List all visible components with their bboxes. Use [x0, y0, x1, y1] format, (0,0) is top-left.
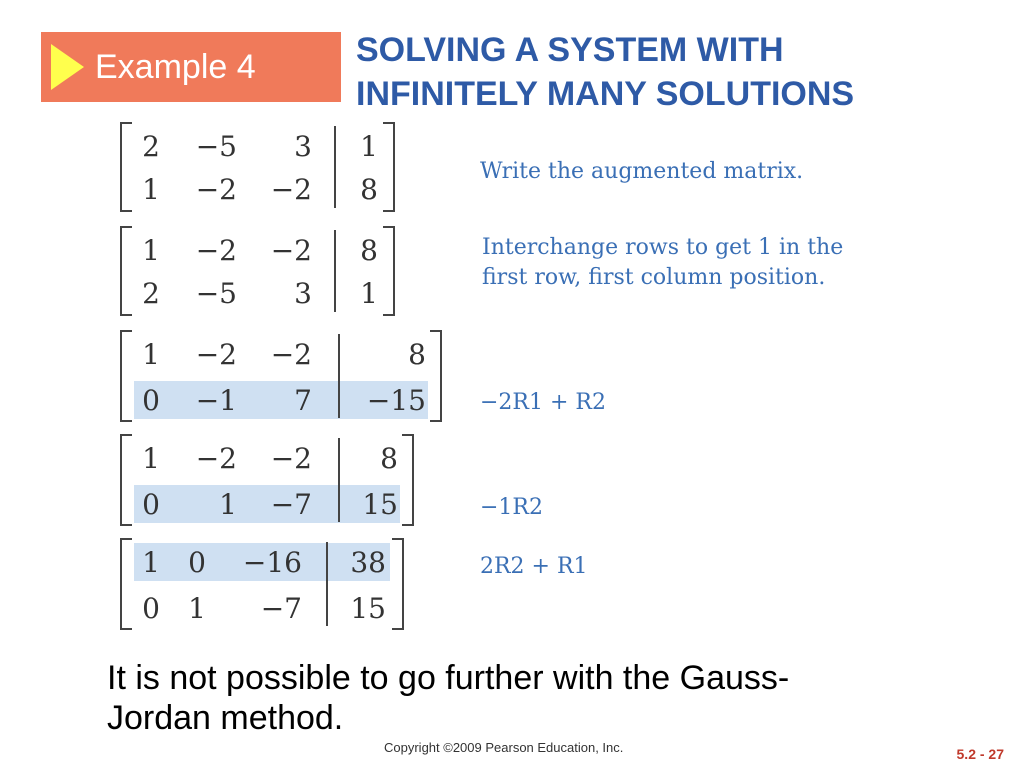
step-text-line: first row, first column position.: [482, 265, 826, 290]
matrix-cell: 1: [142, 546, 160, 579]
matrix-cell: 3: [294, 130, 312, 163]
matrix-row: [120, 274, 395, 314]
matrix-cell: 1: [142, 173, 160, 206]
step-text-line: Interchange rows to get 1 in the: [482, 235, 844, 260]
matrix-cell: −5: [195, 277, 237, 310]
augmented-matrix-1: [120, 122, 395, 212]
step-text-line: −1R2: [480, 495, 543, 520]
matrix-row: [120, 543, 404, 583]
augmented-matrix-4: [120, 434, 414, 526]
step-description-5: [480, 552, 588, 582]
matrix-row: [120, 127, 395, 167]
matrix-cell: 3: [294, 277, 312, 310]
example-label: Example 4: [95, 48, 256, 86]
matrix-cell: −16: [242, 546, 302, 579]
matrix-cell: 8: [408, 338, 426, 371]
matrix-cell: 8: [360, 234, 378, 267]
matrix-cell: 7: [294, 384, 312, 417]
matrix-cell: 0: [142, 488, 160, 521]
matrix-cell: −2: [195, 234, 237, 267]
matrix-cell: 8: [360, 173, 378, 206]
matrix-cell: −2: [195, 173, 237, 206]
matrix-cell: 15: [362, 488, 398, 521]
matrix-cell: 2: [142, 277, 160, 310]
matrix-row: [120, 231, 395, 271]
matrix-cell: −2: [270, 173, 312, 206]
augmented-matrix-2: [120, 226, 395, 316]
matrix-cell: −7: [260, 592, 302, 625]
slide-title-line-1: SOLVING A SYSTEM WITH: [356, 31, 784, 69]
matrix-cell: −2: [270, 442, 312, 475]
matrix-row: [120, 589, 404, 629]
matrix-row: [120, 439, 414, 479]
matrix-cell: 1: [142, 442, 160, 475]
example-label-box: [41, 32, 341, 102]
matrix-row: [120, 170, 395, 210]
step-description-3: [480, 388, 606, 418]
matrix-cell: 8: [380, 442, 398, 475]
step-description-4: [480, 493, 543, 523]
step-description-2: [482, 233, 843, 293]
matrix-cell: −5: [195, 130, 237, 163]
matrix-cell: 0: [142, 384, 160, 417]
step-text-line: −2R1 + R2: [480, 390, 606, 415]
conclusion-line-1: It is not possible to go further with the Gauss-: [107, 659, 790, 697]
matrix-cell: 2: [142, 130, 160, 163]
matrix-cell: −2: [195, 338, 237, 371]
play-arrow-icon: [51, 44, 84, 90]
matrix-cell: 38: [350, 546, 386, 579]
matrix-cell: −1: [195, 384, 237, 417]
step-text-line: Write the augmented matrix.: [480, 159, 804, 184]
conclusion-text: [107, 658, 967, 738]
page-number: 5.2 - 27: [956, 746, 1004, 762]
matrix-cell: 0: [188, 546, 206, 579]
matrix-cell: 1: [219, 488, 237, 521]
slide-title: [356, 28, 996, 116]
matrix-row: [120, 485, 414, 525]
matrix-cell: −15: [366, 384, 426, 417]
matrix-row: [120, 335, 442, 375]
matrix-cell: 1: [142, 234, 160, 267]
matrix-cell: 1: [142, 338, 160, 371]
copyright-notice: Copyright ©2009 Pearson Education, Inc.: [384, 740, 624, 755]
matrix-cell: 15: [350, 592, 386, 625]
matrix-cell: 0: [142, 592, 160, 625]
matrix-cell: −2: [270, 338, 312, 371]
matrix-cell: 1: [188, 592, 206, 625]
matrix-cell: −2: [195, 442, 237, 475]
matrix-cell: 1: [360, 130, 378, 163]
matrix-cell: 1: [360, 277, 378, 310]
conclusion-line-2: Jordan method.: [107, 699, 344, 737]
matrix-cell: −2: [270, 234, 312, 267]
slide-title-line-2: INFINITELY MANY SOLUTIONS: [356, 75, 855, 113]
step-description-1: [480, 157, 803, 187]
step-text-line: 2R2 + R1: [480, 554, 588, 579]
augmented-matrix-5: [120, 538, 404, 630]
augmented-matrix-3: [120, 330, 442, 422]
matrix-cell: −7: [270, 488, 312, 521]
matrix-row: [120, 381, 442, 421]
